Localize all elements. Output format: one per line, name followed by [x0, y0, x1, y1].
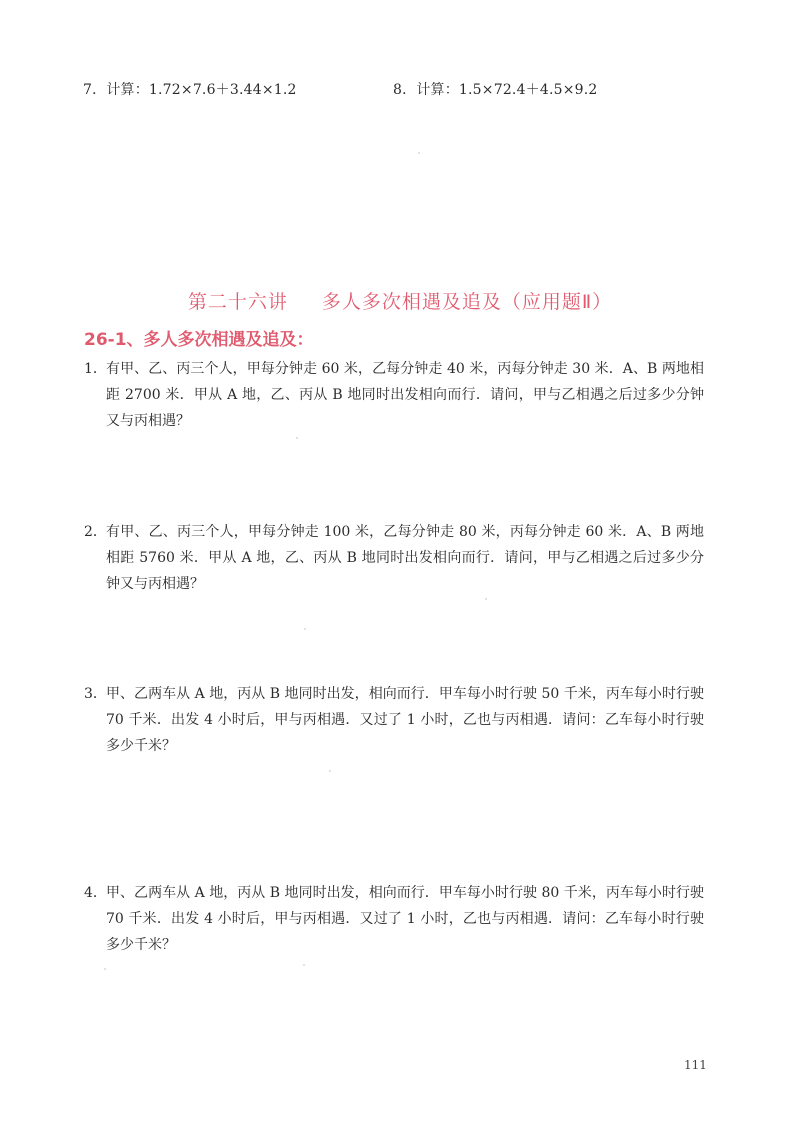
scan-speck [485, 598, 487, 600]
problem-1 [84, 356, 704, 434]
section-heading: 26-1、多人多次相遇及追及： [84, 330, 314, 350]
scan-speck [329, 770, 331, 772]
lecture-topic: 多人多次相遇及追及（应用题Ⅱ） [321, 291, 613, 313]
lecture-number: 第二十六讲 [187, 291, 288, 313]
scan-speck [104, 968, 106, 970]
scan-speck [418, 152, 420, 154]
problem-text: 甲、乙两车从 A 地，丙从 B 地同时出发，相向而行．甲车每小时行驶 50 千米，丙车每小时行驶 70 千米．出发 4 小时后，甲与丙相遇．又过了 1 小时，乙也与丙相遇．请问：乙车每小时行驶多少千米？ [106, 686, 704, 754]
problem-text: 有甲、乙、丙三个人，甲每分钟走 60 米，乙每分钟走 40 米，丙每分钟走 30 米．A、B 两地相距 2700 米．甲从 A 地，乙、丙从 B 地同时出发相向而行．请问，甲与乙相遇之后过多少分钟又与丙相遇？ [106, 361, 704, 429]
problem-3 [84, 681, 704, 759]
calc-problem-7 [83, 79, 297, 99]
problem-text: 甲、乙两车从 A 地，丙从 B 地同时出发，相向而行．甲车每小时行驶 80 千米，丙车每小时行驶 70 千米．出发 4 小时后，甲与丙相遇．又过了 1 小时，乙也与丙相遇．请问：乙车每小时行驶多少千米？ [106, 885, 704, 953]
scan-speck [296, 437, 298, 439]
problem-text: 有甲、乙、丙三个人，甲每分钟走 100 米，乙每分钟走 80 米，丙每分钟走 60 米．A、B 两地相距 5760 米．甲从 A 地，乙、丙从 B 地同时出发相向而行．请问，甲与乙相遇之后过多少分钟又与丙相遇？ [106, 524, 704, 592]
scan-speck [303, 964, 305, 966]
page-number: 111 [684, 1058, 707, 1072]
lecture-title [0, 287, 800, 314]
calc-problem-8 [393, 79, 598, 99]
problem-4 [84, 880, 704, 958]
problem-number: 4． [84, 885, 107, 901]
calc-problem-text: 计算：1.5×72.4＋4.5×9.2 [416, 82, 598, 98]
problem-number: 3． [84, 686, 107, 702]
problem-number: 2． [84, 524, 107, 540]
calc-problem-number: 8． [393, 82, 417, 98]
calc-problem-number: 7． [83, 82, 107, 98]
problem-2 [84, 519, 704, 597]
calc-problem-text: 计算：1.72×7.6＋3.44×1.2 [106, 82, 297, 98]
problem-number: 1． [84, 361, 107, 377]
scan-speck [304, 628, 306, 630]
